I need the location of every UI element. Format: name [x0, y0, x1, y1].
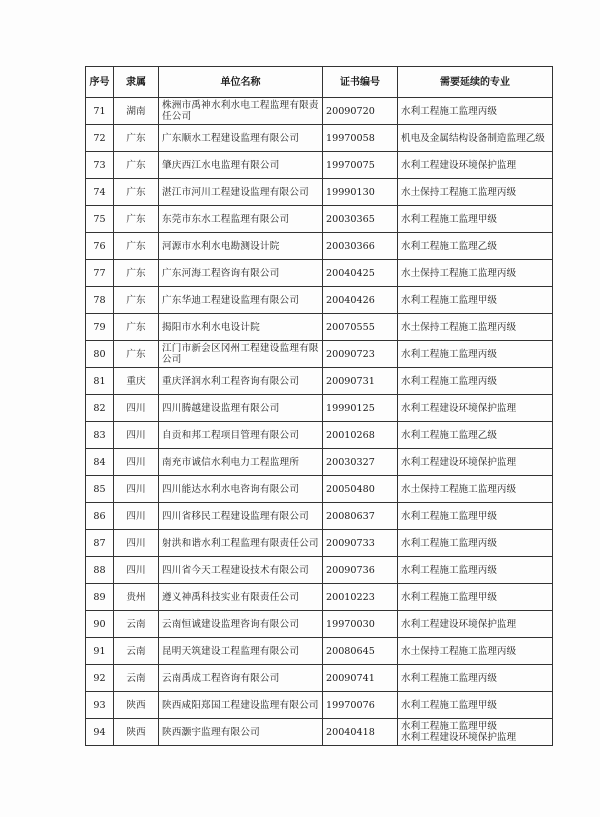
- row-seq: 71: [86, 98, 114, 125]
- row-company: 南充市诚信水利电力工程监理所: [159, 449, 323, 476]
- row-company: 株洲市禹神水利水电工程监理有限责任公司: [159, 98, 323, 125]
- specialty-line: 水利工程施工监理丙级: [401, 537, 497, 549]
- table-row: [86, 368, 553, 395]
- header-province: 隶属: [114, 67, 159, 98]
- table-row: [86, 260, 553, 287]
- row-cert-no: 20090731: [323, 368, 398, 395]
- row-cert-no: 20090720: [323, 98, 398, 125]
- specialty-line: 水土保持工程施工监理丙级: [401, 483, 517, 495]
- header-specialty: 需要延续的专业: [398, 67, 553, 98]
- row-seq: 82: [86, 395, 114, 422]
- row-province: 广东: [114, 179, 159, 206]
- row-company: 四川能达水利水电咨询有限公司: [159, 476, 323, 503]
- table-row: [86, 152, 553, 179]
- row-company: 湛江市河川工程建设监理有限公司: [159, 179, 323, 206]
- row-seq: 90: [86, 611, 114, 638]
- row-province: 四川: [114, 395, 159, 422]
- table-row: [86, 719, 553, 746]
- table-row: [86, 584, 553, 611]
- row-specialty: [398, 422, 553, 449]
- header-company: 单位名称: [159, 67, 323, 98]
- table-row: [86, 314, 553, 341]
- row-seq: 86: [86, 503, 114, 530]
- table-row: [86, 665, 553, 692]
- row-province: 广东: [114, 287, 159, 314]
- row-seq: 84: [86, 449, 114, 476]
- row-province: 贵州: [114, 584, 159, 611]
- row-company: 自贡和邦工程项目管理有限公司: [159, 422, 323, 449]
- row-cert-no: 20010223: [323, 584, 398, 611]
- row-cert-no: 20010268: [323, 422, 398, 449]
- row-province: 广东: [114, 260, 159, 287]
- row-seq: 72: [86, 125, 114, 152]
- row-cert-no: 20030365: [323, 206, 398, 233]
- header-cert-no: 证书编号: [323, 67, 398, 98]
- row-cert-no: 20040425: [323, 260, 398, 287]
- row-seq: 85: [86, 476, 114, 503]
- row-specialty: [398, 584, 553, 611]
- row-province: 四川: [114, 476, 159, 503]
- row-province: 陕西: [114, 692, 159, 719]
- row-specialty: [398, 179, 553, 206]
- table-row: [86, 98, 553, 125]
- row-company: 射洪和谐水利工程监理有限责任公司: [159, 530, 323, 557]
- row-specialty: [398, 557, 553, 584]
- table-body: [86, 98, 553, 746]
- row-specialty: [398, 233, 553, 260]
- specialty-line: 水利工程施工监理丙级: [401, 672, 497, 684]
- row-province: 四川: [114, 422, 159, 449]
- row-province: 四川: [114, 503, 159, 530]
- row-company: 广东河海工程咨询有限公司: [159, 260, 323, 287]
- row-company: 四川省移民工程建设监理有限公司: [159, 503, 323, 530]
- row-seq: 88: [86, 557, 114, 584]
- row-province: 广东: [114, 233, 159, 260]
- specialty-line: 水利工程施工监理丙级: [401, 375, 497, 387]
- row-specialty: [398, 719, 553, 746]
- row-cert-no: 19970030: [323, 611, 398, 638]
- row-cert-no: 20080645: [323, 638, 398, 665]
- table-row: [86, 476, 553, 503]
- specialty-line: 水利工程建设环境保护监理: [401, 732, 517, 743]
- specialty-line: 水土保持工程施工监理丙级: [401, 186, 517, 198]
- row-cert-no: 20090733: [323, 530, 398, 557]
- row-specialty: [398, 395, 553, 422]
- row-company: 肇庆西江水电监理有限公司: [159, 152, 323, 179]
- row-seq: 87: [86, 530, 114, 557]
- row-province: 云南: [114, 665, 159, 692]
- specialty-line: 水利工程建设环境保护监理: [401, 402, 517, 414]
- row-province: 四川: [114, 530, 159, 557]
- row-cert-no: 19970058: [323, 125, 398, 152]
- table-row: [86, 179, 553, 206]
- table-row: [86, 692, 553, 719]
- row-company: 江门市新会区冈州工程建设监理有限公司: [159, 341, 323, 368]
- specialty-line: 水利工程施工监理丙级: [401, 348, 497, 360]
- row-province: 云南: [114, 638, 159, 665]
- qualification-table: [85, 66, 553, 746]
- table-row: [86, 287, 553, 314]
- specialty-line: 水利工程施工监理甲级: [401, 510, 497, 522]
- table-row: [86, 233, 553, 260]
- row-specialty: [398, 503, 553, 530]
- table-row: [86, 503, 553, 530]
- table-header-row: [86, 67, 553, 98]
- row-seq: 79: [86, 314, 114, 341]
- row-province: 广东: [114, 206, 159, 233]
- row-specialty: [398, 287, 553, 314]
- row-company: 重庆泽润水利工程咨询有限公司: [159, 368, 323, 395]
- row-cert-no: 20090741: [323, 665, 398, 692]
- table-row: [86, 530, 553, 557]
- row-province: 重庆: [114, 368, 159, 395]
- table-row: [86, 611, 553, 638]
- table-row: [86, 638, 553, 665]
- row-province: 广东: [114, 314, 159, 341]
- row-company: 云南恒诚建设监理咨询有限公司: [159, 611, 323, 638]
- row-specialty: [398, 530, 553, 557]
- row-province: 湖南: [114, 98, 159, 125]
- row-specialty: [398, 341, 553, 368]
- row-cert-no: 20090736: [323, 557, 398, 584]
- row-specialty: [398, 314, 553, 341]
- row-specialty: [398, 368, 553, 395]
- specialty-line: 水利工程施工监理乙级: [401, 240, 497, 252]
- row-company: 云南禹成工程咨询有限公司: [159, 665, 323, 692]
- row-specialty: [398, 476, 553, 503]
- row-specialty: [398, 206, 553, 233]
- specialty-line: 水利工程施工监理甲级: [401, 294, 497, 306]
- row-cert-no: 20070555: [323, 314, 398, 341]
- specialty-line: 水利工程施工监理甲级: [401, 699, 497, 711]
- row-company: 陕西灏宇监理有限公司: [159, 719, 323, 746]
- row-specialty: [398, 638, 553, 665]
- row-seq: 76: [86, 233, 114, 260]
- row-cert-no: 19990130: [323, 179, 398, 206]
- row-seq: 74: [86, 179, 114, 206]
- row-seq: 92: [86, 665, 114, 692]
- specialty-line: 水土保持工程施工监理丙级: [401, 645, 517, 657]
- row-company: 河源市水利水电勘测设计院: [159, 233, 323, 260]
- row-province: 云南: [114, 611, 159, 638]
- specialty-line: 水利工程建设环境保护监理: [401, 159, 517, 171]
- row-company: 昆明天筑建设工程监理有限公司: [159, 638, 323, 665]
- row-cert-no: 19970075: [323, 152, 398, 179]
- row-seq: 81: [86, 368, 114, 395]
- row-company: 揭阳市水利水电设计院: [159, 314, 323, 341]
- specialty-line: 水土保持工程施工监理丙级: [401, 321, 517, 333]
- specialty-line: 水利工程施工监理丙级: [401, 105, 497, 117]
- row-cert-no: 20030366: [323, 233, 398, 260]
- row-seq: 83: [86, 422, 114, 449]
- row-cert-no: 20040418: [323, 719, 398, 746]
- table-row: [86, 125, 553, 152]
- row-province: 广东: [114, 152, 159, 179]
- specialty-line: 水利工程施工监理甲级: [401, 591, 497, 603]
- row-cert-no: 20040426: [323, 287, 398, 314]
- table-row: [86, 557, 553, 584]
- table-row: [86, 449, 553, 476]
- row-province: 四川: [114, 449, 159, 476]
- specialty-line: 水利工程施工监理乙级: [401, 429, 497, 441]
- row-specialty: [398, 152, 553, 179]
- row-seq: 77: [86, 260, 114, 287]
- row-company: 东莞市东水工程监理有限公司: [159, 206, 323, 233]
- specialty-line: 水利工程建设环境保护监理: [401, 618, 517, 630]
- row-specialty: [398, 665, 553, 692]
- row-company: 遵义神禹科技实业有限责任公司: [159, 584, 323, 611]
- row-cert-no: 20080637: [323, 503, 398, 530]
- specialty-line: 水土保持工程施工监理丙级: [401, 267, 517, 279]
- row-company: 四川省今天工程建设技术有限公司: [159, 557, 323, 584]
- table-row: [86, 422, 553, 449]
- table-row: [86, 206, 553, 233]
- table-row: [86, 395, 553, 422]
- row-seq: 80: [86, 341, 114, 368]
- row-seq: 89: [86, 584, 114, 611]
- row-specialty: [398, 260, 553, 287]
- row-company: 广东华迪工程建设监理有限公司: [159, 287, 323, 314]
- row-cert-no: 20050480: [323, 476, 398, 503]
- specialty-line: 机电及金属结构设备制造监理乙级: [401, 132, 545, 144]
- row-province: 陕西: [114, 719, 159, 746]
- row-company: 广东顺水工程建设监理有限公司: [159, 125, 323, 152]
- table-row: [86, 341, 553, 368]
- row-cert-no: 20090723: [323, 341, 398, 368]
- header-seq: 序号: [86, 67, 114, 98]
- row-province: 广东: [114, 341, 159, 368]
- row-company: 四川腾越建设监理有限公司: [159, 395, 323, 422]
- specialty-line: 水利工程施工监理甲级: [401, 721, 497, 732]
- specialty-line: 水利工程建设环境保护监理: [401, 456, 517, 468]
- row-specialty: [398, 98, 553, 125]
- row-specialty: [398, 611, 553, 638]
- row-province: 广东: [114, 125, 159, 152]
- row-company: 陕西咸阳郑国工程建设监理有限公司: [159, 692, 323, 719]
- row-seq: 93: [86, 692, 114, 719]
- row-specialty: [398, 692, 553, 719]
- row-seq: 94: [86, 719, 114, 746]
- row-province: 四川: [114, 557, 159, 584]
- row-specialty: [398, 125, 553, 152]
- row-cert-no: 19990125: [323, 395, 398, 422]
- row-specialty: [398, 449, 553, 476]
- row-seq: 78: [86, 287, 114, 314]
- row-cert-no: 19970076: [323, 692, 398, 719]
- row-seq: 75: [86, 206, 114, 233]
- row-seq: 73: [86, 152, 114, 179]
- row-cert-no: 20030327: [323, 449, 398, 476]
- specialty-line: 水利工程施工监理丙级: [401, 564, 497, 576]
- row-seq: 91: [86, 638, 114, 665]
- specialty-line: 水利工程施工监理甲级: [401, 213, 497, 225]
